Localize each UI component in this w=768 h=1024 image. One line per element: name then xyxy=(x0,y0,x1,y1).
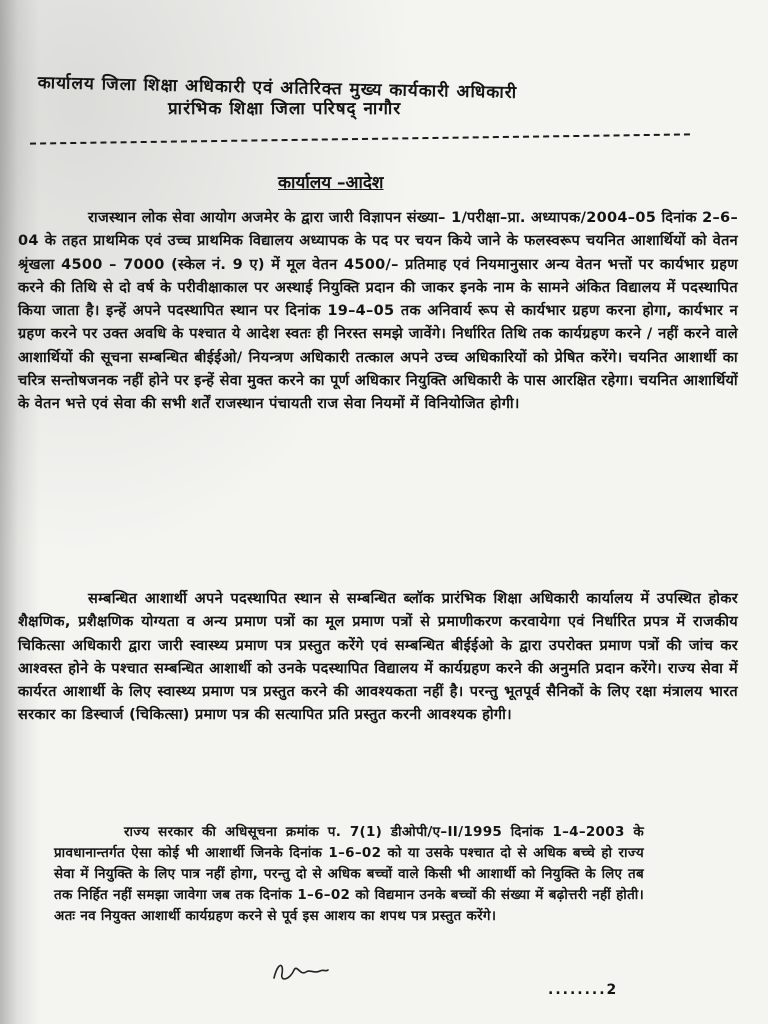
order-paragraph-appointment: राजस्थान लोक सेवा आयोग अजमेर के द्वारा जारी विज्ञापन संख्या– 1/परीक्षा–प्रा. अध्यापक/2004–05 दिनांक 2–6–04 के तहत प्राथमिक एवं उच्च प्राथमिक विद्यालय अध्यापक के पद पर चयन किये जाने के फलस्वरूप चयनित आशार्थियों को वेतन श्रृंखला 4500 – 7000 (स्केल नं. 9 ए) में मूल वेतन 4500/– प्रतिमाह एवं नियमानुसार अन्य वेतन भत्तों पर कार्यभार ग्रहण करने की तिथि से दो वर्ष के परीवीक्षाकाल पर अस्थाई नियुक्ति प्रदान की जाकर इनके नाम के सामने अंकित विद्यालय में पदस्थापित किया जाता है। इन्हें अपने पदस्थापित स्थान पर दिनांक 19–4–05 तक अनिवार्य रूप से कार्यभार ग्रहण करना होगा, कार्यभार न ग्रहण करने पर उक्त अवधि के पश्चात ये आदेश स्वतः ही निरस्त समझे जावेंगे। निर्धारित तिथि तक कार्यग्रहण करने / नहीं करने वाले आशार्थियों की सूचना सम्बन्धित बीईईओ/ नियन्त्रण अधिकारी तत्काल अपने उच्च अधिकारियों को प्रेषित करेंगे। चयनित आशार्थी का चरित्र सन्तोषजनक नहीं होने पर इन्हें सेवा मुक्त करने का पूर्ण अधिकार नियुक्ति अधिकारी के पास आरक्षित रहेगा। चयनित आशार्थियों के वेतन भत्ते एवं सेवा की सभी शर्तें राजस्थान पंचायती राज सेवा नियमों में विनियोजित होगी। xyxy=(18,210,738,413)
dashed-divider xyxy=(30,133,690,144)
page-continuation-marker: ........2 xyxy=(548,982,619,998)
letterhead-office-line: कार्यालय जिला शिक्षा अधिकारी एवं अतिरिक्त मुख्य कार्यकारी अधिकारी xyxy=(37,72,518,104)
letterhead-district-line: प्रारंभिक शिक्षा जिला परिषद् नागौर xyxy=(168,99,402,119)
order-paragraph-documents: सम्बन्धित आशार्थी अपने पदस्थापित स्थान से सम्बन्धित ब्लॉक प्रारंभिक शिक्षा अधिकारी कार्यालय में उपस्थित होकर शैक्षणिक, प्रशैक्षणिक योग्यता व अन्य प्रमाण पत्रों का मूल प्रमाण पत्रों से प्रमाणीकरण करवायेगा एवं निर्धारित प्रपत्र में राजकीय चिकित्सा अधिकारी द्वारा जारी स्वास्थ्य प्रमाण पत्र प्रस्तुत करेंगे एवं सम्बन्धित बीईईओ के द्वारा उपरोक्त प्रमाण पत्रों की जांच कर आश्वस्त होने के पश्चात सम्बन्धित आशार्थी को उनके पदस्थापित विद्यालय में कार्यग्रहण करने की अनुमति प्रदान करेंगे। राज्य सेवा में कार्यरत आशार्थी के लिए स्वास्थ्य प्रमाण पत्र प्रस्तुत करने की आवश्यकता नहीं है। परन्तु भूतपूर्व सैनिकों के लिए रक्षा मंत्रालय भारत सरकार का डिस्चार्ज (चिकित्सा) प्रमाण पत्र की सत्यापित प्रति प्रस्तुत करनी आवश्यक होगी। xyxy=(18,591,738,724)
signature-mark xyxy=(270,958,330,984)
document-title: कार्यालय –आदेश xyxy=(278,173,384,193)
order-paragraph-notification: राज्य सरकार की अधिसूचना क्रमांक प. 7(1) डीओपी/ए–II/1995 दिनांक 1–4–2003 के प्रावधानान्तर्गत ऐसा कोई भी आशार्थी जिनके दिनांक 1–6–02 को या उसके पश्चात दो से अधिक बच्चे हो राज्य सेवा में नियुक्ति के लिए पात्र नहीं होगा, परन्तु दो से अधिक बच्चों वाले किसी भी आशार्थी को नियुक्ति के लिए तब तक निर्हित नहीं समझा जावेगा जब तक दिनांक 1–6–02 को विद्यमान उनके बच्चों की संख्या में बढ़ोत्तरी नहीं होती। अतः नव नियुक्त आशार्थी कार्यग्रहण करने से पूर्व इस आशय का शपथ पत्र प्रस्तुत करेंगे। xyxy=(54,824,644,924)
